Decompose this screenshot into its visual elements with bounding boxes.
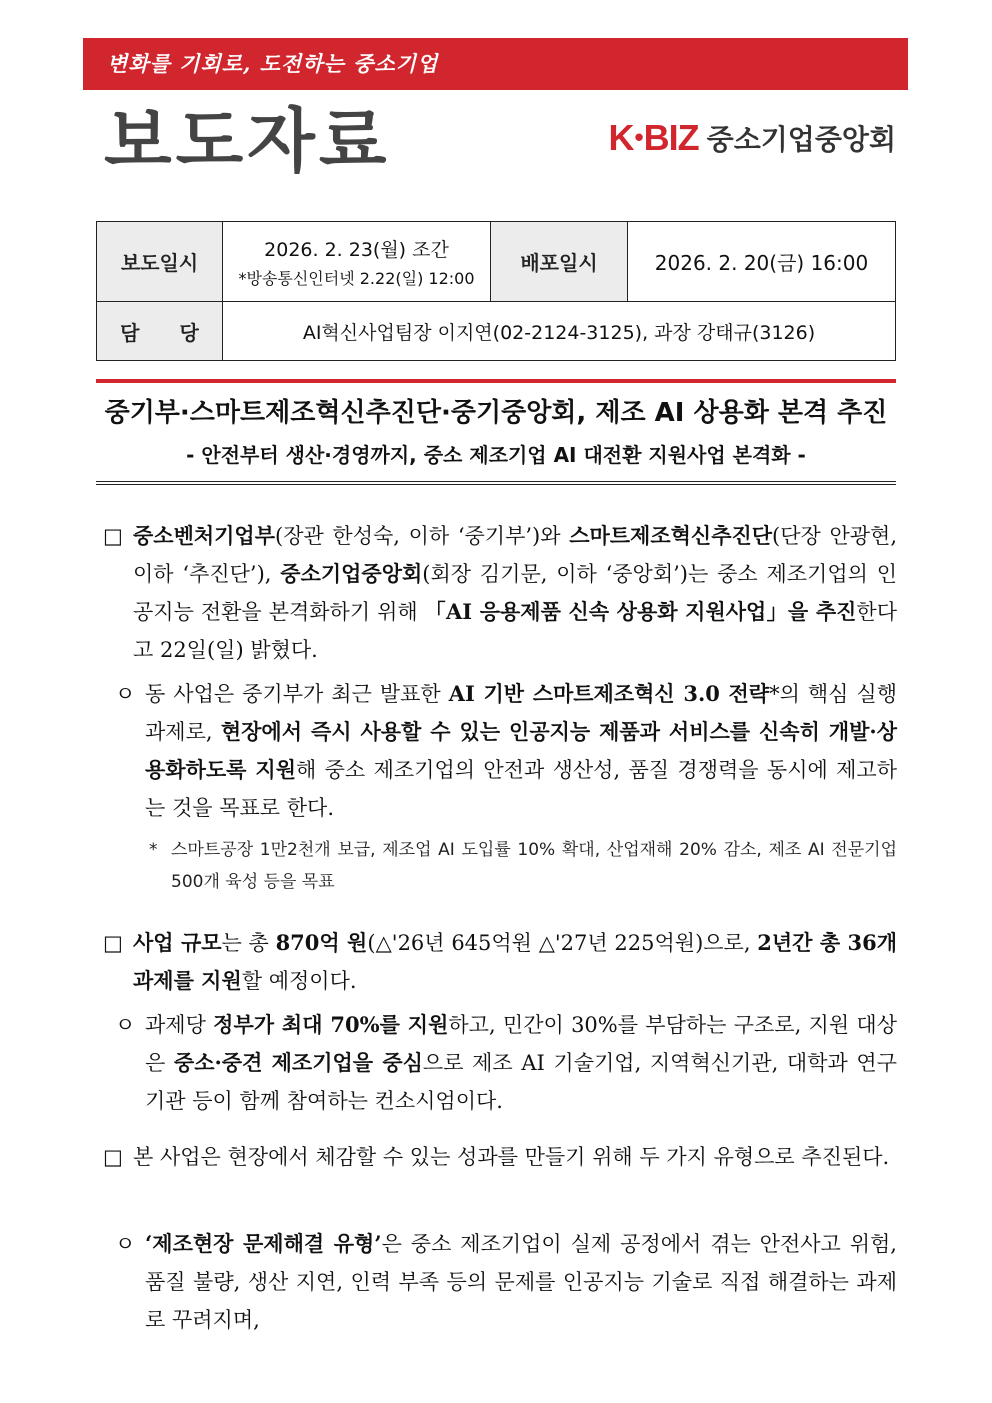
paragraph-marker: □ <box>103 931 123 955</box>
distribution-date-value: 2026. 2. 20(금) 16:00 <box>628 222 896 302</box>
kbiz-logo <box>609 118 896 158</box>
release-info-table <box>96 221 896 361</box>
paragraph-3: □ 사업 규모는 총 870억 원(△'26년 645억원 △'27년 225억원)으로, 2년간 총 36개 과제를 지원할 예정이다. <box>133 924 897 1000</box>
release-date-label: 보도일시 <box>97 222 223 302</box>
release-date-note: *방송통신인터넷 2.22(일) 12:00 <box>238 268 475 288</box>
bullet-marker: ㅇ <box>115 682 136 706</box>
headline-bottom-rule <box>96 481 896 485</box>
paragraph-4: ㅇ 과제당 정부가 최대 70%를 지원하고, 민간이 30%를 부담하는 구조로, 지원 대상은 중소·중견 제조기업을 중심으로 제조 AI 기술기업, 지역혁신기관, 대학과 연구기관 등이 함께 참여하는 컨소시엄이다. <box>145 1006 897 1120</box>
paragraph-1: □ 중소벤처기업부(장관 한성숙, 이하 ‘중기부’)와 스마트제조혁신추진단(단장 안광현, 이하 ‘추진단’), 중소기업중앙회(회장 김기문, 이하 ‘중앙회’)는 중소 제조기업의 인공지능 전환을 본격화하기 위해 「AI 응용제품 신속 상용화 지원사업」을 추진한다고 22일(일) 밝혔다. <box>133 517 897 669</box>
distribution-date-label: 배포일시 <box>491 222 628 302</box>
bullet-marker: ㅇ <box>115 1013 136 1037</box>
footnote: * 스마트공장 1만2천개 보급, 제조업 AI 도입률 10% 확대, 산업재해 20% 감소, 제조 AI 전문기업 500개 육성 등을 목표 <box>171 834 897 898</box>
paragraph-6: ㅇ ‘제조현장 문제해결 유형’은 중소 제조기업이 실제 공정에서 겪는 안전사고 위험, 품질 불량, 생산 지연, 인력 부족 등의 문제를 인공지능 기술로 직접 해결하는 과제로 꾸려지며, <box>145 1225 897 1339</box>
footnote-marker: * <box>149 840 158 860</box>
release-date-value: 2026. 2. 23(월) 조간 <box>264 238 449 261</box>
slogan-text: 변화를 기회로, 도전하는 중소기업 <box>107 51 439 76</box>
slogan-banner <box>83 38 908 90</box>
paragraph-5: □ 본 사업은 현장에서 체감할 수 있는 성과를 만들기 위해 두 가지 유형으로 추진된다. <box>133 1138 897 1176</box>
headline-top-rule <box>96 379 896 383</box>
logo-org-name: 중소기업중앙회 <box>706 123 896 156</box>
headline: 중기부·스마트제조혁신추진단·중기중앙회, 제조 AI 상용화 본격 추진 <box>104 398 888 428</box>
paragraph-marker: □ <box>103 524 123 548</box>
release-date-cell <box>223 222 491 302</box>
bullet-marker: ㅇ <box>115 1232 136 1256</box>
paragraph-marker: □ <box>103 1145 123 1169</box>
contact-value: AI혁신사업팀장 이지연(02-2124-3125), 과장 강태규(3126) <box>223 302 896 361</box>
contact-label: 담 당 <box>97 302 223 361</box>
document-type-title: 보도자료 <box>104 100 391 182</box>
paragraph-2: ㅇ 동 사업은 중기부가 최근 발표한 AI 기반 스마트제조혁신 3.0 전략*의 핵심 실행 과제로, 현장에서 즉시 사용할 수 있는 인공지능 제품과 서비스를 신속히 개발·상용화하도록 지원해 중소 제조기업의 안전과 생산성, 품질 경쟁력을 동시에 제고하는 것을 목표로 한다. <box>145 675 897 827</box>
logo-mark: K•BIZ <box>608 117 699 158</box>
subheadline: - 안전부터 생산·경영까지, 중소 제조기업 AI 대전환 지원사업 본격화 - <box>186 443 806 467</box>
